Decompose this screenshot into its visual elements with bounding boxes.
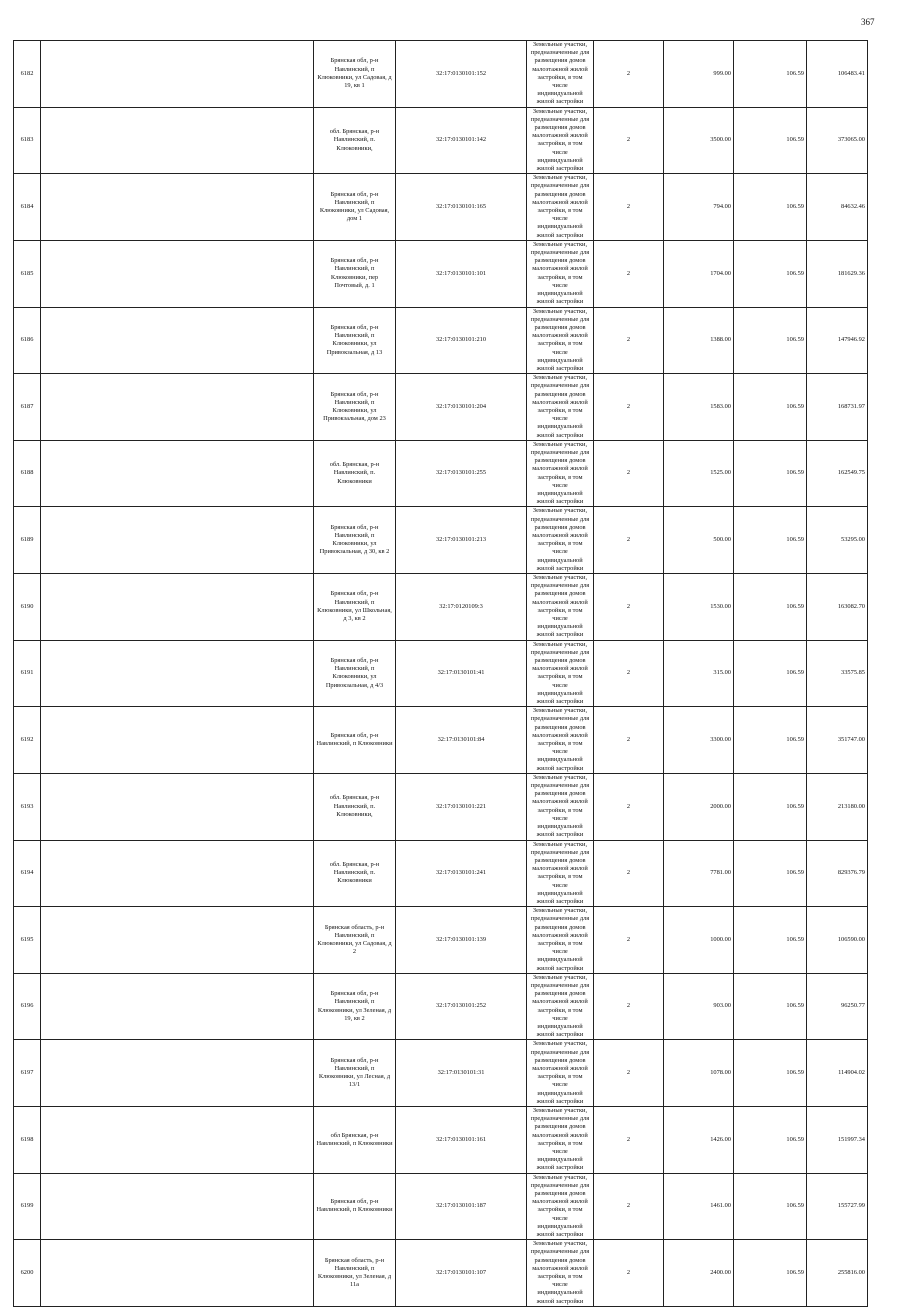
rate-cell: 106.59: [734, 107, 807, 174]
cadastral-value-cell: 114904.02: [807, 1040, 868, 1107]
category-cell: 2: [594, 1173, 664, 1240]
row-number-cell: 6189: [14, 507, 41, 574]
rate-cell: 106.59: [734, 440, 807, 507]
cadastral-value-cell: 181629.36: [807, 240, 868, 307]
permitted-use-cell: Земельные участки, предназначенные для размещения домов малоэтажной жилой застройки, в том числе индивидуальной жилой застройки: [527, 907, 594, 974]
row-number-cell: 6185: [14, 240, 41, 307]
cadastral-value-cell: 53295.00: [807, 507, 868, 574]
category-cell: 2: [594, 507, 664, 574]
row-number-cell: 6199: [14, 1173, 41, 1240]
rate-cell: 106.59: [734, 507, 807, 574]
page-number: 367: [861, 17, 875, 27]
cadastral-value-cell: 162549.75: [807, 440, 868, 507]
address-cell: Брянская область, р-н Навлинский, п Клюковники, ул Зеленая, д 11а: [314, 1240, 396, 1307]
area-cell: 500.00: [664, 507, 734, 574]
cadastral-value-cell: 373065.00: [807, 107, 868, 174]
permitted-use-cell: Земельные участки, предназначенные для размещения домов малоэтажной жилой застройки, в том числе индивидуальной жилой застройки: [527, 1107, 594, 1174]
cadastral-value-cell: 351747.00: [807, 707, 868, 774]
address-cell: обл. Брянская, р-н Навлинский, п. Клюковники: [314, 440, 396, 507]
table-row: [14, 240, 868, 307]
area-cell: 2000.00: [664, 773, 734, 840]
area-cell: 1461.00: [664, 1173, 734, 1240]
cadastral-number-cell: 32:17:0130101:165: [396, 174, 527, 241]
permitted-use-cell: Земельные участки, предназначенные для размещения домов малоэтажной жилой застройки, в том числе индивидуальной жилой застройки: [527, 440, 594, 507]
table-row: [14, 41, 868, 108]
spacer-cell: [41, 773, 314, 840]
permitted-use-cell: Земельные участки, предназначенные для размещения домов малоэтажной жилой застройки, в том числе индивидуальной жилой застройки: [527, 973, 594, 1040]
address-cell: обл. Брянская, р-н Навлинский, п. Клюковники,: [314, 773, 396, 840]
category-cell: 2: [594, 41, 664, 108]
spacer-cell: [41, 1040, 314, 1107]
table-row: [14, 1040, 868, 1107]
spacer-cell: [41, 440, 314, 507]
table-row: [14, 907, 868, 974]
address-cell: Брянская обл, р-н Навлинский, п Клюковники: [314, 707, 396, 774]
address-cell: Брянская обл, р-н Навлинский, п Клюковники, ул Привокзальная, д 30, кв 2: [314, 507, 396, 574]
cadastral-value-cell: 96250.77: [807, 973, 868, 1040]
spacer-cell: [41, 507, 314, 574]
spacer-cell: [41, 174, 314, 241]
category-cell: 2: [594, 240, 664, 307]
cadastral-value-cell: 151997.34: [807, 1107, 868, 1174]
cadastral-number-cell: 32:17:0130101:142: [396, 107, 527, 174]
rate-cell: 106.59: [734, 973, 807, 1040]
cadastral-number-cell: 32:17:0130101:84: [396, 707, 527, 774]
row-number-cell: 6182: [14, 41, 41, 108]
category-cell: 2: [594, 1240, 664, 1307]
category-cell: 2: [594, 107, 664, 174]
spacer-cell: [41, 41, 314, 108]
row-number-cell: 6195: [14, 907, 41, 974]
cadastral-value-cell: 84632.46: [807, 174, 868, 241]
area-cell: 1078.00: [664, 1040, 734, 1107]
row-number-cell: 6187: [14, 374, 41, 441]
land-registry-table: [13, 40, 868, 1307]
category-cell: 2: [594, 973, 664, 1040]
cadastral-value-cell: 255816.00: [807, 1240, 868, 1307]
address-cell: Брянская обл, р-н Навлинский, п Клюковники, ул Привокзальная, д 4/3: [314, 640, 396, 707]
spacer-cell: [41, 640, 314, 707]
row-number-cell: 6196: [14, 973, 41, 1040]
spacer-cell: [41, 907, 314, 974]
table-row: [14, 440, 868, 507]
category-cell: 2: [594, 374, 664, 441]
spacer-cell: [41, 374, 314, 441]
permitted-use-cell: Земельные участки, предназначенные для размещения домов малоэтажной жилой застройки, в том числе индивидуальной жилой застройки: [527, 174, 594, 241]
rate-cell: 106.59: [734, 1173, 807, 1240]
rate-cell: 106.59: [734, 840, 807, 907]
spacer-cell: [41, 307, 314, 374]
permitted-use-cell: Земельные участки, предназначенные для размещения домов малоэтажной жилой застройки, в том числе индивидуальной жилой застройки: [527, 374, 594, 441]
rate-cell: 106.59: [734, 773, 807, 840]
address-cell: Брянская обл, р-н Навлинский, п Клюковники, ул Садовая, д 19, кв 1: [314, 41, 396, 108]
area-cell: 1426.00: [664, 1107, 734, 1174]
cadastral-number-cell: 32:17:0130101:204: [396, 374, 527, 441]
rate-cell: 106.59: [734, 574, 807, 641]
table-row: [14, 840, 868, 907]
row-number-cell: 6184: [14, 174, 41, 241]
row-number-cell: 6188: [14, 440, 41, 507]
permitted-use-cell: Земельные участки, предназначенные для размещения домов малоэтажной жилой застройки, в том числе индивидуальной жилой застройки: [527, 640, 594, 707]
category-cell: 2: [594, 773, 664, 840]
permitted-use-cell: Земельные участки, предназначенные для размещения домов малоэтажной жилой застройки, в том числе индивидуальной жилой застройки: [527, 1040, 594, 1107]
row-number-cell: 6191: [14, 640, 41, 707]
rate-cell: 106.59: [734, 1107, 807, 1174]
table-row: [14, 1173, 868, 1240]
cadastral-value-cell: 155727.99: [807, 1173, 868, 1240]
row-number-cell: 6198: [14, 1107, 41, 1174]
cadastral-value-cell: 829376.79: [807, 840, 868, 907]
address-cell: Брянская обл, р-н Навлинский, п Клюковники: [314, 1173, 396, 1240]
address-cell: обл. Брянская, р-н Навлинский, п. Клюковники,: [314, 107, 396, 174]
spacer-cell: [41, 707, 314, 774]
address-cell: Брянская обл, р-н Навлинский, п Клюковники, ул Садовая, дом 1: [314, 174, 396, 241]
permitted-use-cell: Земельные участки, предназначенные для размещения домов малоэтажной жилой застройки, в том числе индивидуальной жилой застройки: [527, 240, 594, 307]
permitted-use-cell: Земельные участки, предназначенные для размещения домов малоэтажной жилой застройки, в том числе индивидуальной жилой застройки: [527, 840, 594, 907]
cadastral-number-cell: 32:17:0130101:31: [396, 1040, 527, 1107]
cadastral-number-cell: 32:17:0130101:213: [396, 507, 527, 574]
permitted-use-cell: Земельные участки, предназначенные для размещения домов малоэтажной жилой застройки, в том числе индивидуальной жилой застройки: [527, 1173, 594, 1240]
address-cell: Брянская обл, р-н Навлинский, п Клюковники, ул Привокзальная, дом 23: [314, 374, 396, 441]
area-cell: 903.00: [664, 973, 734, 1040]
cadastral-number-cell: 32:17:0130101:252: [396, 973, 527, 1040]
rate-cell: 106.59: [734, 307, 807, 374]
address-cell: обл. Брянская, р-н Навлинский, п. Клюковники: [314, 840, 396, 907]
address-cell: Брянская область, р-н Навлинский, п Клюковники, ул Садовая, д 2: [314, 907, 396, 974]
rate-cell: 106.59: [734, 41, 807, 108]
address-cell: обл Брянская, р-н Навлинский, п Клюковники: [314, 1107, 396, 1174]
spacer-cell: [41, 973, 314, 1040]
table-body: [14, 41, 868, 1307]
cadastral-number-cell: 32:17:0130101:41: [396, 640, 527, 707]
area-cell: 7781.00: [664, 840, 734, 907]
address-cell: Брянская обл, р-н Навлинский, п Клюковники, ул Зеленая, д 19, кв 2: [314, 973, 396, 1040]
row-number-cell: 6190: [14, 574, 41, 641]
address-cell: Брянская обл, р-н Навлинский, п Клюковники, ул Лесная, д 13/1: [314, 1040, 396, 1107]
row-number-cell: 6194: [14, 840, 41, 907]
permitted-use-cell: Земельные участки, предназначенные для размещения домов малоэтажной жилой застройки, в том числе индивидуальной жилой застройки: [527, 507, 594, 574]
category-cell: 2: [594, 707, 664, 774]
area-cell: 1525.00: [664, 440, 734, 507]
category-cell: 2: [594, 840, 664, 907]
cadastral-number-cell: 32:17:0130101:241: [396, 840, 527, 907]
table-row: [14, 707, 868, 774]
category-cell: 2: [594, 440, 664, 507]
rate-cell: 106.59: [734, 374, 807, 441]
area-cell: 3300.00: [664, 707, 734, 774]
rate-cell: 106.59: [734, 240, 807, 307]
cadastral-number-cell: 32:17:0130101:255: [396, 440, 527, 507]
permitted-use-cell: Земельные участки, предназначенные для размещения домов малоэтажной жилой застройки, в том числе индивидуальной жилой застройки: [527, 41, 594, 108]
table-row: [14, 973, 868, 1040]
area-cell: 1583.00: [664, 374, 734, 441]
table-row: [14, 107, 868, 174]
category-cell: 2: [594, 174, 664, 241]
cadastral-value-cell: 106590.00: [807, 907, 868, 974]
address-cell: Брянская обл, р-н Навлинский, п Клюковники, ул Школьная, д 3, кв 2: [314, 574, 396, 641]
category-cell: 2: [594, 640, 664, 707]
table-row: [14, 574, 868, 641]
rate-cell: 106.59: [734, 707, 807, 774]
category-cell: 2: [594, 1107, 664, 1174]
cadastral-number-cell: 32:17:0130101:187: [396, 1173, 527, 1240]
area-cell: 315.00: [664, 640, 734, 707]
permitted-use-cell: Земельные участки, предназначенные для размещения домов малоэтажной жилой застройки, в том числе индивидуальной жилой застройки: [527, 773, 594, 840]
rate-cell: 106.59: [734, 174, 807, 241]
area-cell: 1704.00: [664, 240, 734, 307]
area-cell: 1000.00: [664, 907, 734, 974]
area-cell: 2400.00: [664, 1240, 734, 1307]
cadastral-number-cell: 32:17:0130101:107: [396, 1240, 527, 1307]
cadastral-number-cell: 32:17:0130101:210: [396, 307, 527, 374]
cadastral-number-cell: 32:17:0130101:152: [396, 41, 527, 108]
rate-cell: 106.59: [734, 640, 807, 707]
area-cell: 794.00: [664, 174, 734, 241]
address-cell: Брянская обл, р-н Навлинский, п Клюковники, ул Привокзальная, д 13: [314, 307, 396, 374]
cadastral-value-cell: 168731.97: [807, 374, 868, 441]
rate-cell: 106.59: [734, 1040, 807, 1107]
row-number-cell: 6183: [14, 107, 41, 174]
spacer-cell: [41, 840, 314, 907]
cadastral-value-cell: 163082.70: [807, 574, 868, 641]
table-row: [14, 640, 868, 707]
spacer-cell: [41, 1173, 314, 1240]
category-cell: 2: [594, 307, 664, 374]
table-row: [14, 507, 868, 574]
cadastral-value-cell: 106483.41: [807, 41, 868, 108]
cadastral-number-cell: 32:17:0130101:161: [396, 1107, 527, 1174]
spacer-cell: [41, 574, 314, 641]
cadastral-number-cell: 32:17:0130101:221: [396, 773, 527, 840]
category-cell: 2: [594, 1040, 664, 1107]
area-cell: 3500.00: [664, 107, 734, 174]
category-cell: 2: [594, 907, 664, 974]
area-cell: 1530.00: [664, 574, 734, 641]
spacer-cell: [41, 240, 314, 307]
cadastral-number-cell: 32:17:0130101:101: [396, 240, 527, 307]
area-cell: 1388.00: [664, 307, 734, 374]
permitted-use-cell: Земельные участки, предназначенные для размещения домов малоэтажной жилой застройки, в том числе индивидуальной жилой застройки: [527, 107, 594, 174]
area-cell: 999.00: [664, 41, 734, 108]
cadastral-number-cell: 32:17:0120109:3: [396, 574, 527, 641]
address-cell: Брянская обл, р-н Навлинский, п Клюковники, пер Почтовый, д. 1: [314, 240, 396, 307]
row-number-cell: 6193: [14, 773, 41, 840]
cadastral-value-cell: 147946.92: [807, 307, 868, 374]
table-row: [14, 174, 868, 241]
permitted-use-cell: Земельные участки, предназначенные для размещения домов малоэтажной жилой застройки, в том числе индивидуальной жилой застройки: [527, 574, 594, 641]
row-number-cell: 6200: [14, 1240, 41, 1307]
table-row: [14, 773, 868, 840]
cadastral-number-cell: 32:17:0130101:139: [396, 907, 527, 974]
row-number-cell: 6186: [14, 307, 41, 374]
row-number-cell: 6197: [14, 1040, 41, 1107]
permitted-use-cell: Земельные участки, предназначенные для размещения домов малоэтажной жилой застройки, в том числе индивидуальной жилой застройки: [527, 707, 594, 774]
permitted-use-cell: Земельные участки, предназначенные для размещения домов малоэтажной жилой застройки, в том числе индивидуальной жилой застройки: [527, 307, 594, 374]
rate-cell: 106.59: [734, 1240, 807, 1307]
spacer-cell: [41, 107, 314, 174]
table-row: [14, 1107, 868, 1174]
cadastral-value-cell: 213180.00: [807, 773, 868, 840]
permitted-use-cell: Земельные участки, предназначенные для размещения домов малоэтажной жилой застройки, в том числе индивидуальной жилой застройки: [527, 1240, 594, 1307]
rate-cell: 106.59: [734, 907, 807, 974]
table-row: [14, 374, 868, 441]
table-row: [14, 307, 868, 374]
spacer-cell: [41, 1107, 314, 1174]
table-row: [14, 1240, 868, 1307]
row-number-cell: 6192: [14, 707, 41, 774]
category-cell: 2: [594, 574, 664, 641]
cadastral-value-cell: 33575.85: [807, 640, 868, 707]
spacer-cell: [41, 1240, 314, 1307]
